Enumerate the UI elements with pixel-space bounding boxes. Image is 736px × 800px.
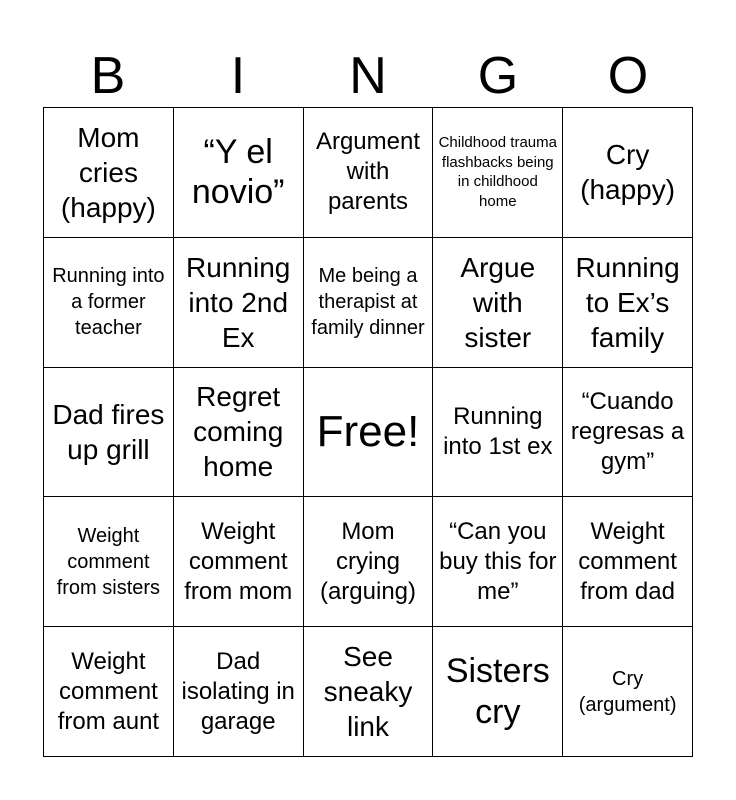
header-letter-i: I [230,47,246,105]
bingo-cell: Me being a therapist at family dinner [304,238,434,368]
bingo-cell: Sisters cry [433,627,563,757]
bingo-cell: Dad fires up grill [44,368,174,498]
bingo-cell: “Can you buy this for me” [433,497,563,627]
bingo-cell: Dad isolating in garage [174,627,304,757]
bingo-cell: Running into a former teacher [44,238,174,368]
bingo-cell: Regret coming home [174,368,304,498]
bingo-cell: Mom crying (arguing) [304,497,434,627]
header-letter-b: B [90,47,126,105]
bingo-cell: Running into 2nd Ex [174,238,304,368]
bingo-cell: Weight comment from dad [563,497,693,627]
bingo-cell: Weight comment from aunt [44,627,174,757]
bingo-cell: Mom cries (happy) [44,108,174,238]
bingo-cell: Cry (happy) [563,108,693,238]
bingo-cell: Argument with parents [304,108,434,238]
bingo-cell: “Cuando regresas a gym” [563,368,693,498]
bingo-card-grid [43,107,693,757]
bingo-cell: “Y el novio” [174,108,304,238]
bingo-cell: Childhood trauma flashbacks being in childhood home [433,108,563,238]
bingo-cell: See sneaky link [304,627,434,757]
bingo-cell: Argue with sister [433,238,563,368]
header-letter-o: O [607,47,649,105]
bingo-cell: Running into 1st ex [433,368,563,498]
bingo-cell: Cry (argument) [563,627,693,757]
bingo-cell: Weight comment from mom [174,497,304,627]
header-letter-n: N [349,47,387,105]
bingo-cell: Running to Ex’s family [563,238,693,368]
free-space-cell: Free! [304,368,434,498]
header-letter-g: G [477,47,519,105]
bingo-cell: Weight comment from sisters [44,497,174,627]
bingo-header [43,44,693,108]
